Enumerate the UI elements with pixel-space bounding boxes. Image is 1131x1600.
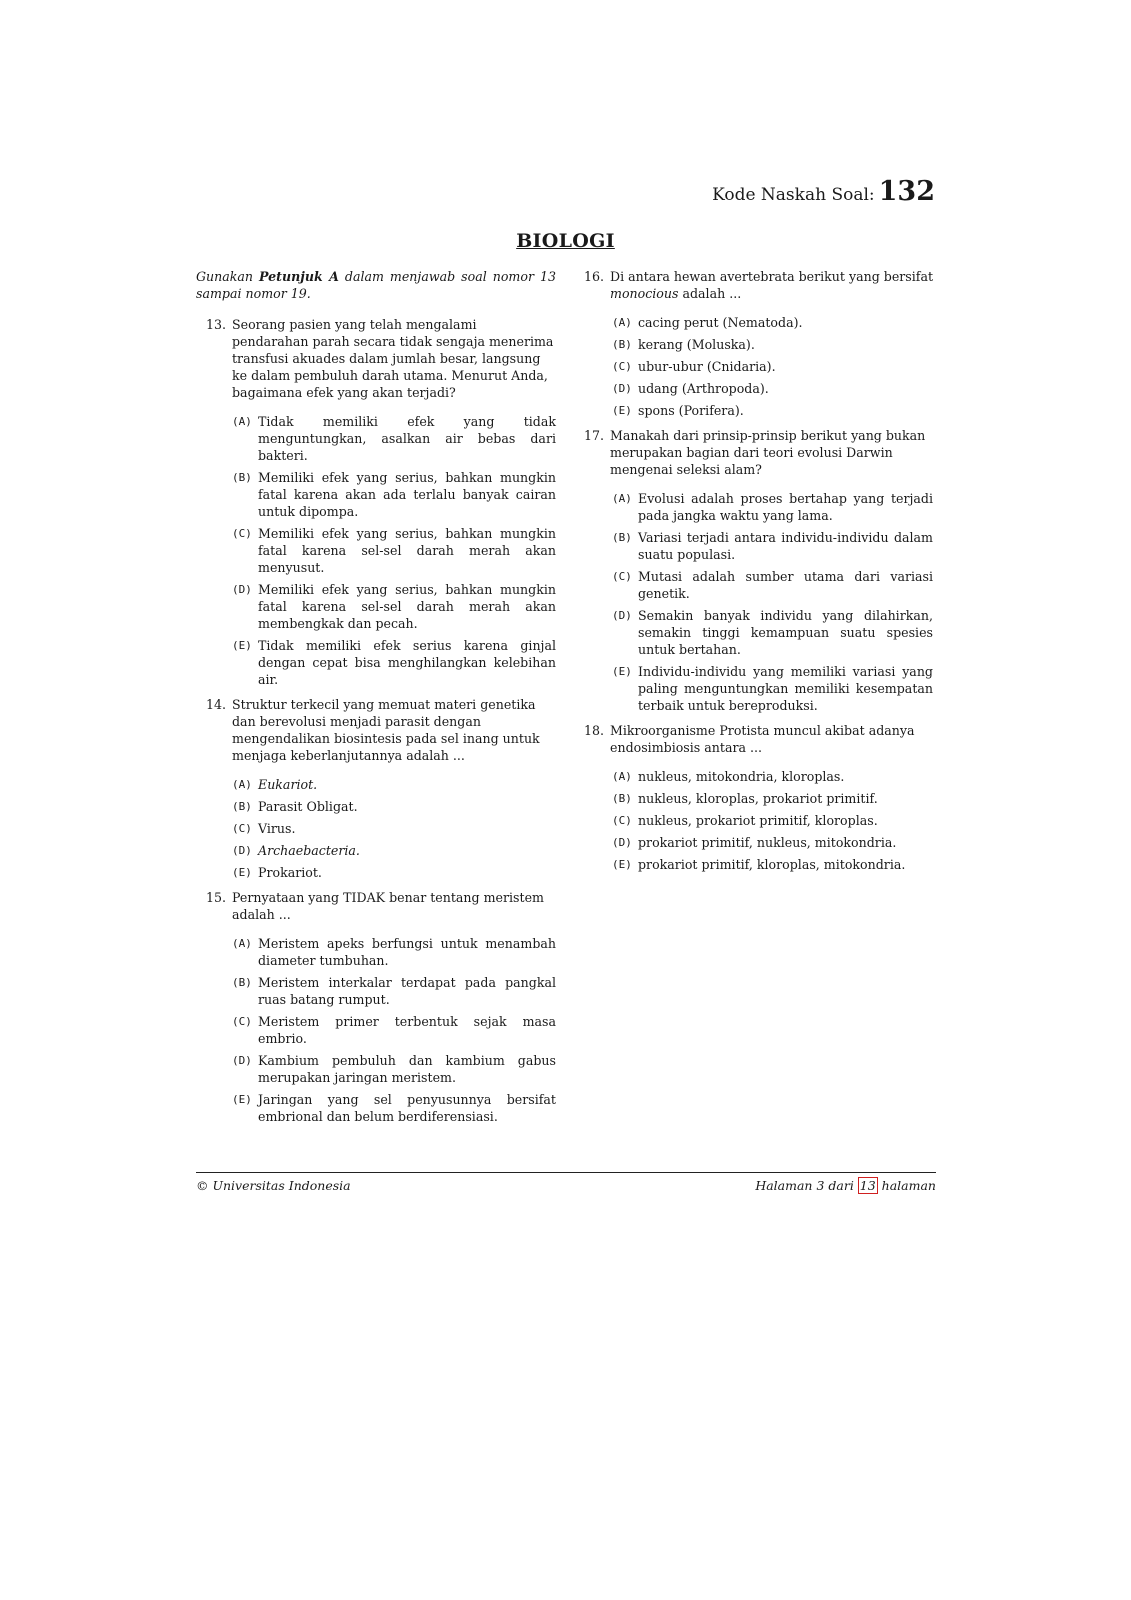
option-label: (B) xyxy=(612,792,632,805)
option-label: (B) xyxy=(232,471,252,484)
right-column xyxy=(578,268,933,881)
question-number: 14. xyxy=(205,697,226,712)
option-b[interactable] xyxy=(232,469,556,520)
option-label: (E) xyxy=(612,858,632,871)
question-text: Manakah dari prinsip-prinsip berikut yang bukan merupakan bagian dari teori evolusi Darwin mengenai seleksi alam? xyxy=(610,428,926,477)
option-label: (A) xyxy=(612,492,632,505)
instruction-bold: Petunjuk A xyxy=(259,269,339,284)
option-text: Meristem primer terbentuk sejak masa embrio. xyxy=(258,1014,556,1046)
option-text: prokariot primitif, kloroplas, mitokondria. xyxy=(638,857,906,872)
exam-code-number: 132 xyxy=(878,176,935,207)
option-c[interactable] xyxy=(232,525,556,576)
option-label: (C) xyxy=(612,360,632,373)
option-label: (B) xyxy=(232,976,252,989)
option-d[interactable] xyxy=(232,842,556,859)
option-label: (D) xyxy=(612,382,632,395)
option-a[interactable] xyxy=(232,776,556,793)
page-number-link[interactable]: 13 xyxy=(859,1178,876,1193)
question-number: 16. xyxy=(583,269,604,284)
option-label: (C) xyxy=(232,1015,252,1028)
option-text: Memiliki efek yang serius, bahkan mungkin fatal karena akan ada terlalu banyak cairan untuk dipompa. xyxy=(258,470,556,519)
question-16 xyxy=(578,268,933,419)
option-label: (A) xyxy=(232,778,252,791)
option-c[interactable] xyxy=(612,568,933,602)
options-list xyxy=(196,413,556,688)
option-text: Tidak memiliki efek serius karena ginjal dengan cepat bisa menghilangkan kelebihan air. xyxy=(258,638,556,687)
footer-copyright: © Universitas Indonesia xyxy=(196,1178,351,1193)
option-text: Memiliki efek yang serius, bahkan mungkin fatal karena sel-sel darah merah akan menyusut. xyxy=(258,526,556,575)
option-c[interactable] xyxy=(232,820,556,837)
option-text: Prokariot. xyxy=(258,865,322,880)
exam-code xyxy=(712,178,935,205)
option-label: (C) xyxy=(232,822,252,835)
footer-page-info: Halaman 3 dari 13 halaman xyxy=(755,1178,936,1193)
option-text: Variasi terjadi antara individu-individu dalam suatu populasi. xyxy=(638,530,933,562)
option-label: (E) xyxy=(232,639,252,652)
question-number: 18. xyxy=(583,723,604,738)
option-text: spons (Porifera). xyxy=(638,403,744,418)
option-label: (E) xyxy=(232,1093,252,1106)
option-text: nukleus, kloroplas, prokariot primitif. xyxy=(638,791,878,806)
option-text: Mutasi adalah sumber utama dari variasi genetik. xyxy=(638,569,933,601)
option-e[interactable] xyxy=(612,856,933,873)
option-b[interactable] xyxy=(612,790,933,807)
options-list xyxy=(578,490,933,714)
instruction: Gunakan Petunjuk A dalam menjawab soal nomor 13 sampai nomor 19. xyxy=(196,269,556,301)
option-label: (C) xyxy=(232,527,252,540)
option-b[interactable] xyxy=(612,336,933,353)
option-label: (D) xyxy=(232,1054,252,1067)
option-e[interactable] xyxy=(232,864,556,881)
options-list xyxy=(196,776,556,881)
options-list xyxy=(196,935,556,1125)
footer-divider xyxy=(196,1172,936,1173)
option-text: Eukariot. xyxy=(258,777,318,792)
option-d[interactable] xyxy=(612,834,933,851)
exam-code-label: Kode Naskah Soal: xyxy=(712,185,875,205)
option-label: (E) xyxy=(232,866,252,879)
page-title: BIOLOGI xyxy=(516,230,615,252)
question-13 xyxy=(196,316,556,688)
option-label: (A) xyxy=(612,316,632,329)
question-number: 15. xyxy=(205,890,226,905)
option-text: Individu-individu yang memiliki variasi yang paling menguntungkan memiliki kesempatan terbaik untuk bereproduksi. xyxy=(638,664,933,713)
option-label: (A) xyxy=(612,770,632,783)
option-text: nukleus, mitokondria, kloroplas. xyxy=(638,769,845,784)
option-text: Tidak memiliki efek yang tidak menguntungkan, asalkan air bebas dari bakteri. xyxy=(258,414,556,463)
option-a[interactable] xyxy=(232,413,556,464)
option-text: Meristem apeks berfungsi untuk menambah diameter tumbuhan. xyxy=(258,936,556,968)
option-text: Parasit Obligat. xyxy=(258,799,358,814)
option-label: (A) xyxy=(232,937,252,950)
option-text: kerang (Moluska). xyxy=(638,337,755,352)
option-text: Kambium pembuluh dan kambium gabus merupakan jaringan meristem. xyxy=(258,1053,556,1085)
option-b[interactable] xyxy=(232,974,556,1008)
options-list xyxy=(578,314,933,419)
option-a[interactable] xyxy=(612,490,933,524)
question-text: Mikroorganisme Protista muncul akibat adanya endosimbiosis antara ... xyxy=(610,723,915,755)
option-text: cacing perut (Nematoda). xyxy=(638,315,803,330)
option-label: (E) xyxy=(612,665,632,678)
option-label: (A) xyxy=(232,415,252,428)
option-text: Memiliki efek yang serius, bahkan mungkin fatal karena sel-sel darah merah akan membengkak dan pecah. xyxy=(258,582,556,631)
option-text: nukleus, prokariot primitif, kloroplas. xyxy=(638,813,878,828)
question-17 xyxy=(578,427,933,714)
option-text: Archaebacteria. xyxy=(258,843,360,858)
option-label: (B) xyxy=(612,338,632,351)
option-text: Jaringan yang sel penyusunnya bersifat embrional dan belum berdiferensiasi. xyxy=(258,1092,556,1124)
left-column xyxy=(196,268,556,1133)
question-number: 17. xyxy=(583,428,604,443)
option-label: (B) xyxy=(612,531,632,544)
option-c[interactable] xyxy=(612,812,933,829)
option-label: (C) xyxy=(612,570,632,583)
option-text: Virus. xyxy=(258,821,296,836)
option-text: Semakin banyak individu yang dilahirkan, semakin tinggi kemampuan suatu spesies untuk bertahan. xyxy=(638,608,933,657)
option-text: Evolusi adalah proses bertahap yang terjadi pada jangka waktu yang lama. xyxy=(638,491,933,523)
option-c[interactable] xyxy=(232,1013,556,1047)
option-d[interactable] xyxy=(612,380,933,397)
question-14 xyxy=(196,696,556,881)
option-text: ubur-ubur (Cnidaria). xyxy=(638,359,776,374)
option-a[interactable] xyxy=(232,935,556,969)
question-18 xyxy=(578,722,933,873)
option-label: (C) xyxy=(612,814,632,827)
option-text: prokariot primitif, nukleus, mitokondria. xyxy=(638,835,897,850)
option-d[interactable] xyxy=(232,581,556,632)
option-c[interactable] xyxy=(612,358,933,375)
option-label: (D) xyxy=(612,609,632,622)
option-a[interactable] xyxy=(612,314,933,331)
option-label: (D) xyxy=(232,583,252,596)
option-e[interactable] xyxy=(232,637,556,688)
options-list xyxy=(578,768,933,873)
option-text: udang (Arthropoda). xyxy=(638,381,769,396)
option-label: (E) xyxy=(612,404,632,417)
option-b[interactable] xyxy=(232,798,556,815)
question-text: Di antara hewan avertebrata berikut yang bersifat monocious adalah ... xyxy=(610,269,934,301)
option-e[interactable] xyxy=(612,402,933,419)
question-number: 13. xyxy=(205,317,226,332)
question-15 xyxy=(196,889,556,1125)
question-text: Seorang pasien yang telah mengalami pendarahan parah secara tidak sengaja menerima transfusi akuades dalam jumlah besar, langsung ke dalam pembuluh darah utama. Menurut Anda, bagaimana efek yang akan terjadi? xyxy=(232,317,554,400)
option-label: (B) xyxy=(232,800,252,813)
question-text: Pernyataan yang TIDAK benar tentang meristem adalah ... xyxy=(232,890,544,922)
question-text: Struktur terkecil yang memuat materi genetika dan berevolusi menjadi parasit dengan mengendalikan biosintesis pada sel inang untuk menjaga keberlanjutannya adalah ... xyxy=(232,697,540,763)
option-a[interactable] xyxy=(612,768,933,785)
option-e[interactable] xyxy=(612,663,933,714)
option-e[interactable] xyxy=(232,1091,556,1125)
option-text: Meristem interkalar terdapat pada pangkal ruas batang rumput. xyxy=(258,975,556,1007)
option-d[interactable] xyxy=(232,1052,556,1086)
option-b[interactable] xyxy=(612,529,933,563)
option-label: (D) xyxy=(232,844,252,857)
option-label: (D) xyxy=(612,836,632,849)
option-d[interactable] xyxy=(612,607,933,658)
